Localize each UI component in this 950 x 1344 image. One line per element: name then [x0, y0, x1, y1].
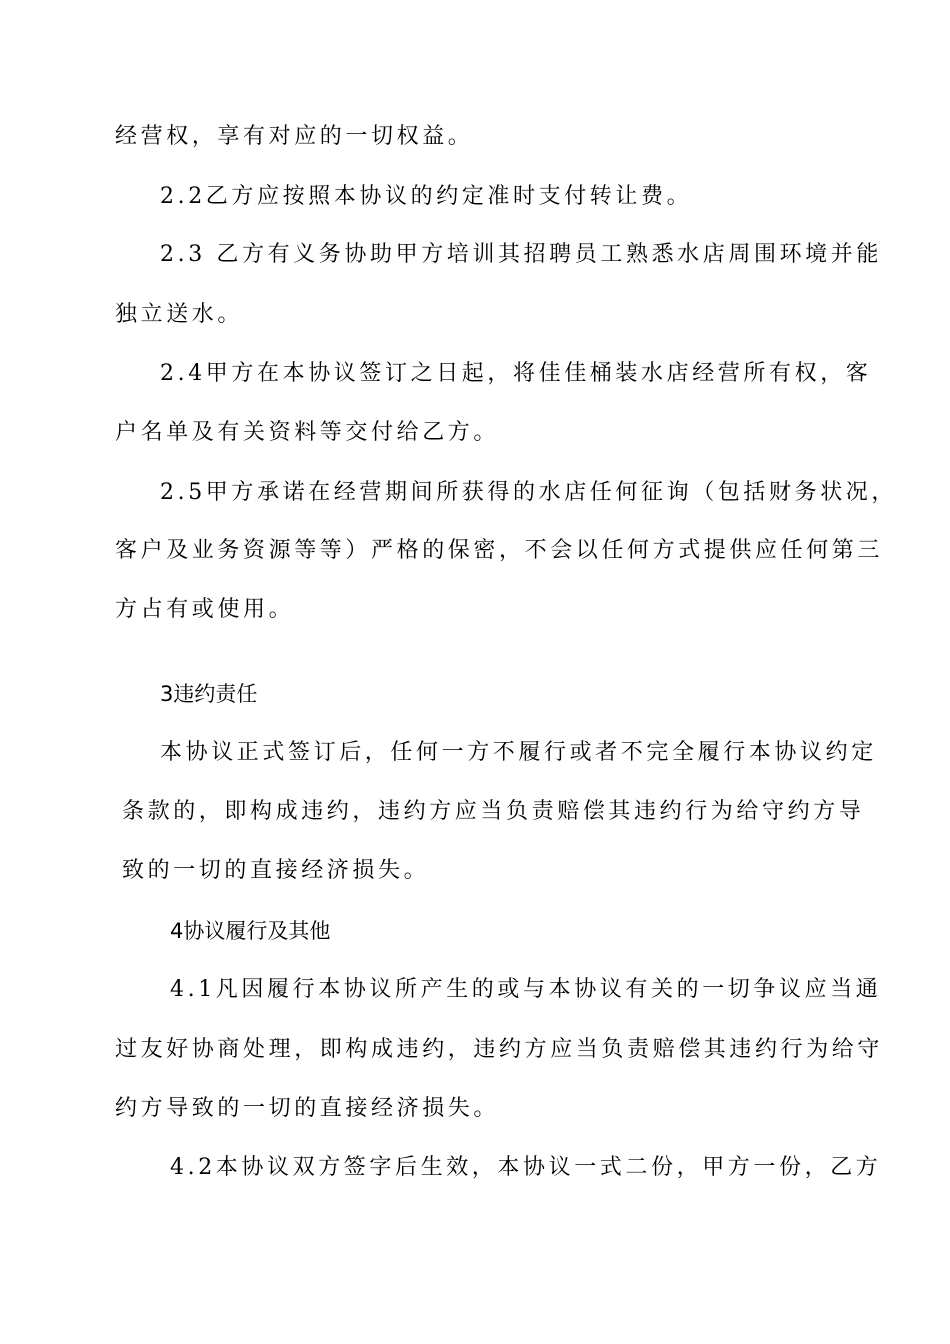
text-line: 户名单及有关资料等交付给乙方。 [115, 420, 500, 445]
section-heading: 3违约责任 [160, 682, 258, 706]
text-line: 2.2乙方应按照本协议的约定准时支付转让费。 [160, 184, 693, 209]
text-line: 过友好协商处理，即构成违约，违约方应当负责赔偿其违约行为给守 [115, 1037, 884, 1062]
text-line: 2.4甲方在本协议签订之日起，将佳佳桶装水店经营所有权，客 [160, 361, 872, 386]
text-line: 客户及业务资源等等）严格的保密，不会以任何方式提供应任何第三 [115, 538, 884, 563]
text-line: 致的一切的直接经济损失。 [122, 858, 430, 883]
text-line: 2.3 乙方有义务协助甲方培训其招聘员工熟悉水店周围环境并能 [160, 242, 882, 267]
text-line: 约方导致的一切的直接经济损失。 [115, 1096, 500, 1121]
text-line: 本协议正式签订后，任何一方不履行或者不完全履行本协议约定 [160, 740, 877, 765]
text-line: 4.1凡因履行本协议所产生的或与本协议有关的一切争议应当通 [170, 977, 882, 1002]
text-line: 4.2本协议双方签字后生效，本协议一式二份，甲方一份，乙方 [170, 1155, 882, 1180]
text-line: 2.5甲方承诺在经营期间所获得的水店任何征询（包括财务状况， [160, 480, 897, 505]
text-line: 独立送水。 [115, 302, 244, 327]
section-heading: 4协议履行及其他 [170, 919, 331, 943]
text-line: 方占有或使用。 [115, 597, 295, 622]
text-line: 经营权，享有对应的一切权益。 [115, 124, 474, 149]
text-line: 条款的，即构成违约，违约方应当负责赔偿其违约行为给守约方导 [122, 799, 865, 824]
